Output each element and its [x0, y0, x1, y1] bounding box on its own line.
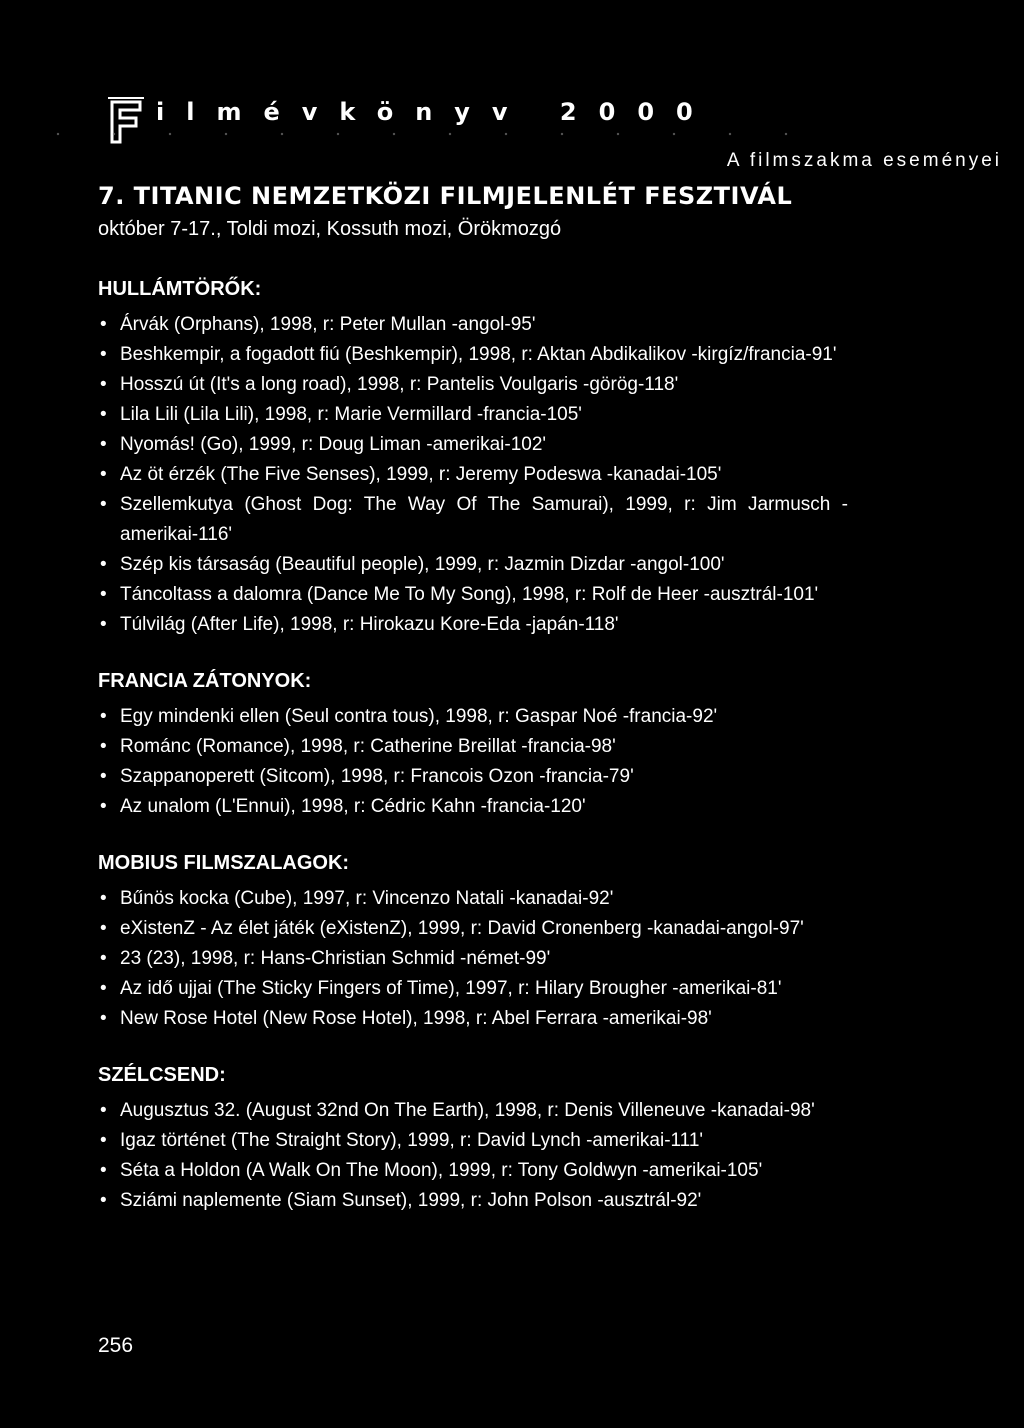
list-item: • Árvák (Orphans), 1998, r: Peter Mullan -angol-95': [98, 310, 848, 340]
list-item: • Szép kis társaság (Beautiful people), 1999, r: Jazmin Dizdar -angol-100': [98, 550, 848, 580]
list-item: • Nyomás! (Go), 1999, r: Doug Liman -amerikai-102': [98, 430, 848, 460]
f-logo-icon: [106, 96, 146, 146]
list-item: • Beshkempir, a fogadott fiú (Beshkempir), 1998, r: Aktan Abdikalikov -kirgíz/francia-91': [98, 340, 848, 370]
list-item: • Lila Lili (Lila Lili), 1998, r: Marie Vermillard -francia-105': [98, 400, 848, 430]
section-francia-zatonyok: [98, 668, 848, 822]
list-item: • Séta a Holdon (A Walk On The Moon), 1999, r: Tony Goldwyn -amerikai-105': [98, 1156, 848, 1186]
list-item: • Egy mindenki ellen (Seul contra tous), 1998, r: Gaspar Noé -francia-92': [98, 702, 848, 732]
section-title: FRANCIA ZÁTONYOK:: [98, 670, 312, 692]
list-item: • 23 (23), 1998, r: Hans-Christian Schmid -német-99': [98, 944, 848, 974]
brand-title: ilmévkönyv 2000: [156, 98, 715, 126]
page-number: 256: [98, 1334, 134, 1357]
list-item: • Igaz történet (The Straight Story), 1999, r: David Lynch -amerikai-111': [98, 1126, 848, 1156]
list-item: • Bűnös kocka (Cube), 1997, r: Vincenzo Natali -kanadai-92': [98, 884, 848, 914]
festival-info: október 7-17., Toldi mozi, Kossuth mozi, Örökmozgó: [98, 218, 562, 240]
list-item: • New Rose Hotel (New Rose Hotel), 1998, r: Abel Ferrara -amerikai-98': [98, 1004, 848, 1034]
list-item: • Táncoltass a dalomra (Dance Me To My Song), 1998, r: Rolf de Heer -ausztrál-101': [98, 580, 848, 610]
section-hullamtorok: [98, 276, 848, 640]
list-item: • Az unalom (L'Ennui), 1998, r: Cédric Kahn -francia-120': [98, 792, 848, 822]
section-title: SZÉLCSEND:: [98, 1064, 226, 1086]
section-title: HULLÁMTÖRŐK:: [98, 278, 262, 300]
list-item: • eXistenZ - Az élet játék (eXistenZ), 1999, r: David Cronenberg -kanadai-angol-97': [98, 914, 848, 944]
list-item: • Túlvilág (After Life), 1998, r: Hirokazu Kore-Eda -japán-118': [98, 610, 848, 640]
header-subtitle: A filmszakma eseményei: [726, 150, 1002, 171]
list-item: • Szellemkutya (Ghost Dog: The Way Of The Samurai), 1999, r: Jim Jarmusch -amerikai-116': [98, 490, 848, 550]
list-item: • Szappanoperett (Sitcom), 1998, r: Francois Ozon -francia-79': [98, 762, 848, 792]
section-mobius-filmszalagok: [98, 850, 848, 1034]
sections: [98, 276, 848, 1244]
list-item: • Az öt érzék (The Five Senses), 1999, r: Jeremy Podeswa -kanadai-105': [98, 460, 848, 490]
decorative-dots: [30, 132, 830, 136]
section-title: MOBIUS FILMSZALAGOK:: [98, 852, 350, 874]
list-item: • Hosszú út (It's a long road), 1998, r: Pantelis Voulgaris -görög-118': [98, 370, 848, 400]
festival-title: 7. TITANIC NEMZETKÖZI FILMJELENLÉT FESZTIVÁL: [98, 182, 793, 210]
list-item: • Az idő ujjai (The Sticky Fingers of Time), 1997, r: Hilary Brougher -amerikai-81': [98, 974, 848, 1004]
list-item: • Sziámi naplemente (Siam Sunset), 1999, r: John Polson -ausztrál-92': [98, 1186, 848, 1216]
list-item: • Románc (Romance), 1998, r: Catherine Breillat -francia-98': [98, 732, 848, 762]
section-szelcsend: [98, 1062, 848, 1216]
list-item: • Augusztus 32. (August 32nd On The Earth), 1998, r: Denis Villeneuve -kanadai-98': [98, 1096, 848, 1126]
